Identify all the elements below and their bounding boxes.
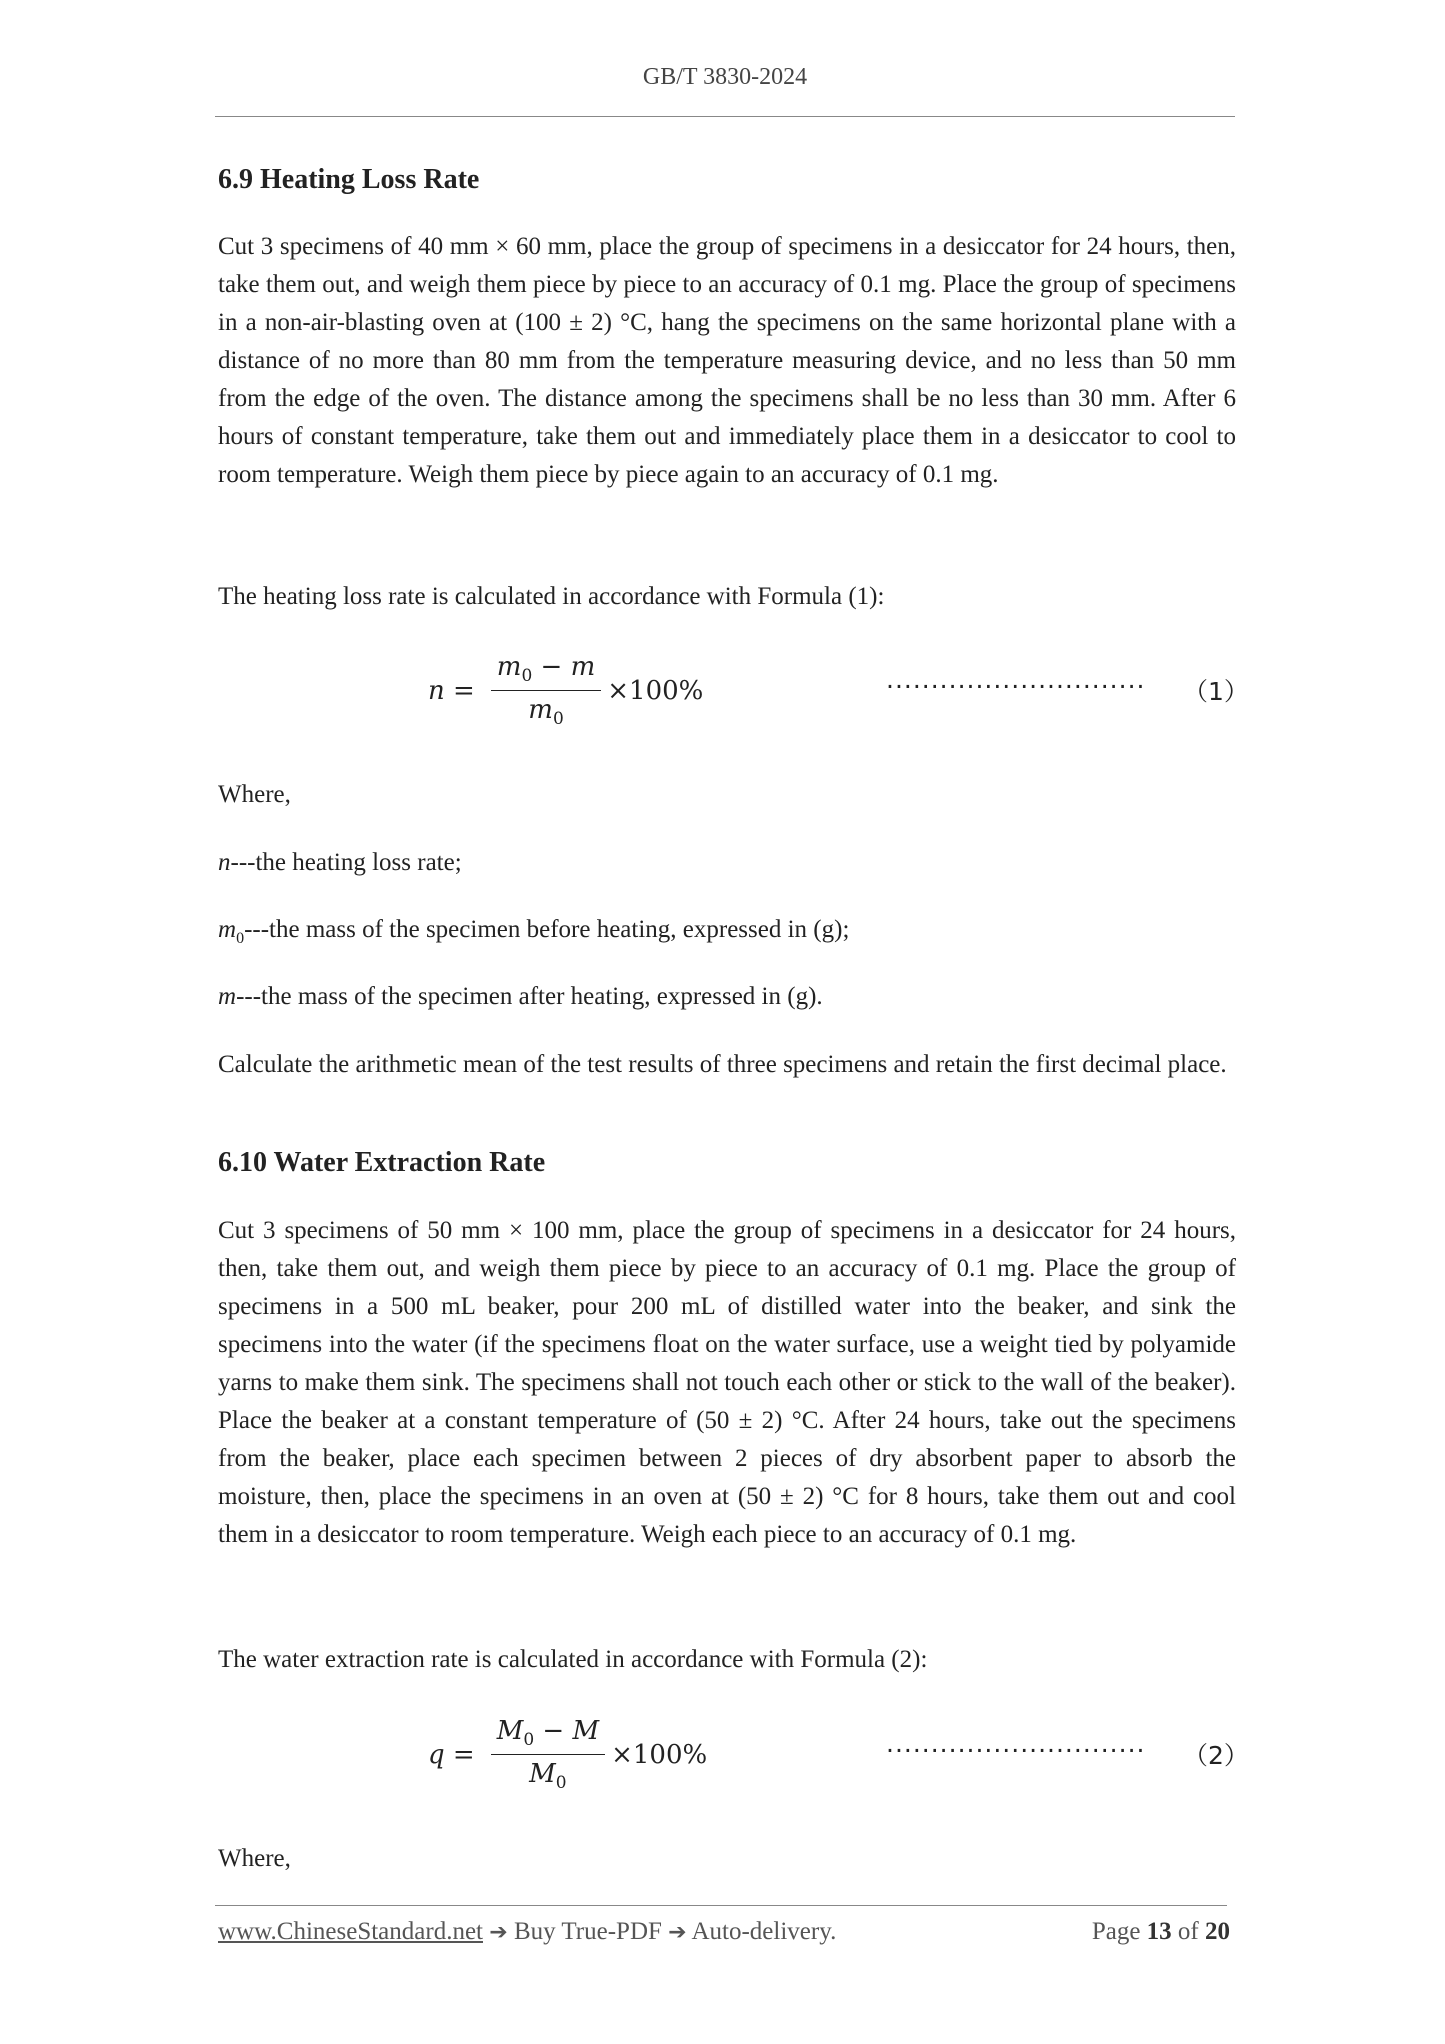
definition-m: m---the mass of the specimen after heating, expressed in (g). bbox=[218, 983, 823, 1010]
formula-2 bbox=[428, 1716, 707, 1793]
formula-2-fraction: $\frac{M_0 - M}{M_0}$ bbox=[491, 1716, 605, 1793]
formula-1-leader-dots: ····························· bbox=[886, 672, 1146, 701]
definition-n: n---the heating loss rate; bbox=[218, 849, 462, 876]
page-footer bbox=[218, 1918, 1230, 1946]
where-label-2: Where, bbox=[218, 1845, 291, 1872]
footer-divider bbox=[215, 1905, 1227, 1906]
paragraph-formula-intro-1: The heating loss rate is calculated in accordance with Formula (1): bbox=[218, 583, 885, 610]
formula-1-lhs: n = bbox=[428, 675, 475, 706]
section-heading-6-9: 6.9 Heating Loss Rate bbox=[218, 164, 480, 195]
paragraph-mean-6-9: Calculate the arithmetic mean of the test results of three specimens and retain the first decimal place. bbox=[218, 1051, 1227, 1078]
formula-1-fraction: $\frac{m_0 - m}{m_0}$ bbox=[491, 652, 601, 729]
page-total: 20 bbox=[1205, 1918, 1230, 1945]
where-label-1: Where, bbox=[218, 781, 291, 808]
arrow-right-icon: ➔ bbox=[489, 1920, 508, 1945]
buy-true-pdf-text: Buy True-PDF bbox=[513, 1918, 662, 1945]
paragraph-procedure-6-10: Cut 3 specimens of 50 mm × 100 mm, place the group of specimens in a desiccator for 24 hours, then, take them out, and weigh them piece by piece to an accuracy of 0.1 mg. Place the group of specimens in a 500 mL beaker, pour 200 mL of distilled water into the beaker, and sink the specimens into the water (if the specimens float on the water surface, use a weight tied by polyamide yarns to make them sink. The specimens shall not touch each other or stick to the wall of the beaker). Place the beaker at a constant temperature of (50 ± 2) °C. After 24 hours, take out the specimens from the beaker, place each specimen between 2 pieces of dry absorbent paper to absorb the moisture, then, place the specimens in an oven at (50 ± 2) °C for 8 hours, take them out and cool them in a desiccator to room temperature. Weigh each piece to an accuracy of 0.1 mg. bbox=[218, 1217, 1236, 1548]
header-divider bbox=[215, 116, 1235, 117]
paragraph-procedure-6-9: Cut 3 specimens of 40 mm × 60 mm, place the group of specimens in a desiccator for 24 hours, then, take them out, and weigh them piece by piece to an accuracy of 0.1 mg. Place the group of specimens in a non-air-blasting oven at (100 ± 2) °C, hang the specimens on the same horizontal plane with a distance of no more than 80 mm from the temperature measuring device, and no less than 50 mm from the edge of the oven. The distance among the specimens shall be no less than 30 mm. After 6 hours of constant temperature, take them out and immediately place them in a desiccator to cool to room temperature. Weigh them piece by piece again to an accuracy of 0.1 mg. bbox=[218, 233, 1236, 488]
formula-1-multiplier: ×100% bbox=[607, 675, 704, 706]
page-indicator: Page 13 of 20 bbox=[1091, 1918, 1230, 1945]
document-id-header: GB/T 3830-2024 bbox=[642, 64, 808, 90]
paragraph-formula-intro-2: The water extraction rate is calculated in accordance with Formula (2): bbox=[218, 1646, 928, 1673]
formula-1-number: （1） bbox=[1183, 677, 1249, 706]
website-link[interactable]: www.ChineseStandard.net bbox=[218, 1918, 483, 1945]
formula-1 bbox=[428, 652, 703, 729]
formula-2-number: （2） bbox=[1183, 1741, 1249, 1770]
page-number: 13 bbox=[1146, 1918, 1172, 1945]
formula-2-multiplier: ×100% bbox=[611, 1739, 708, 1770]
definition-m0: $m_0--$-the mass of the specimen before heating, expressed in (g); bbox=[218, 916, 850, 947]
section-heading-6-10: 6.10 Water Extraction Rate bbox=[218, 1147, 546, 1178]
formula-2-lhs: q = bbox=[428, 1739, 475, 1770]
arrow-right-icon: ➔ bbox=[668, 1920, 687, 1945]
formula-2-leader-dots: ····························· bbox=[886, 1736, 1146, 1765]
auto-delivery-text: Auto-delivery. bbox=[691, 1918, 837, 1945]
